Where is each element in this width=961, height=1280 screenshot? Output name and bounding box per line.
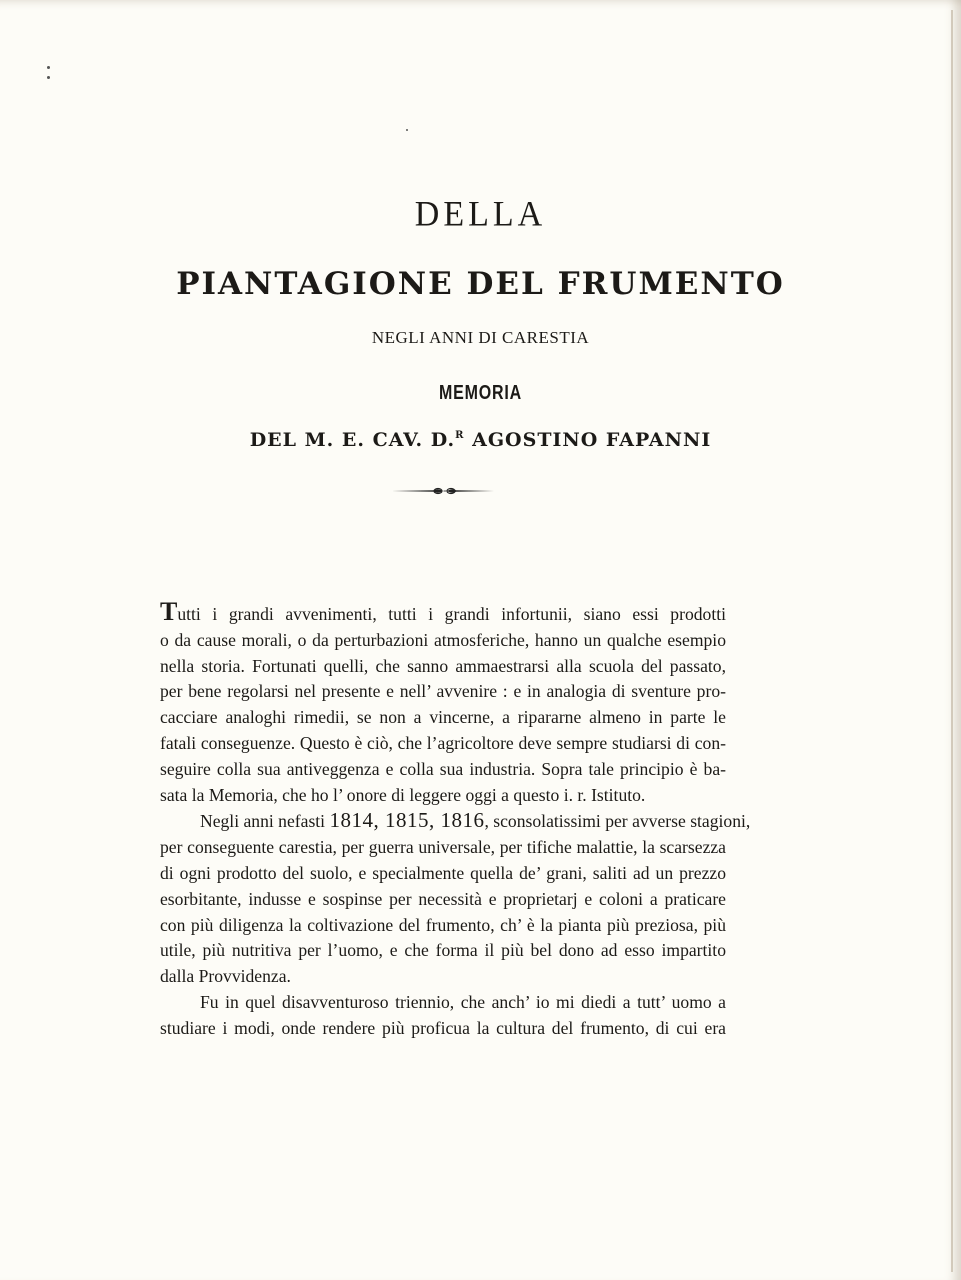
title-main: PIANTAGIONE DEL FRUMENTO	[176, 266, 785, 302]
text-line: con più diligenza la coltivazione del frumento, ch’ è la pianta più preziosa, più	[160, 914, 726, 935]
text-line: cacciare analoghi rimedii, se non a vincerne, a ripararne almeno in parte le	[160, 707, 726, 728]
text-line: sata la Memoria, che ho l’ onore di leggere oggi a questo i. r. Istituto.	[160, 784, 646, 805]
author-sup: R	[455, 430, 465, 441]
text-line: fatali conseguenze. Questo è ciò, che l’agricoltore deve sempre studiarsi di con-	[160, 732, 726, 753]
text-line: o da cause morali, o da perturbazioni atmosferiche, hanno un qualche esempio	[160, 629, 726, 650]
print-speck	[47, 76, 50, 79]
line-text: , sconsolatissimi per avverse stagioni,	[484, 811, 751, 832]
scroll-rule-ornament-icon	[390, 484, 496, 498]
line-text: utti i grandi avvenimenti, tutti i grandi infortunii, siano essi prodotti	[177, 604, 726, 624]
print-speck	[47, 66, 50, 69]
line-text: Negli anni nefasti	[200, 811, 330, 832]
author-name: AGOSTINO FAPANNI	[464, 429, 712, 451]
paragraph-1	[160, 597, 726, 808]
paragraph-3	[160, 990, 726, 1042]
author-prefix: DEL M. E. CAV. D.	[249, 429, 456, 451]
text-line: per bene regolarsi nel presente e nell’ avvenire : e in analogia di sventure pro-	[160, 681, 726, 702]
text-line: per conseguente carestia, per guerra universale, per tifiche malattie, la scarsezza	[160, 837, 726, 858]
text-line: seguire colla sua antiveggenza e colla sua industria. Sopra tale principio è ba-	[160, 758, 726, 779]
author-line	[0, 429, 961, 451]
text-line: studiare i modi, onde rendere più proficua la cultura del frumento, di cui era	[160, 1017, 726, 1038]
text-line: esorbitante, indusse e sospinse per necessità e proprietarj e coloni a praticare	[160, 888, 726, 909]
title-della: DELLA	[414, 195, 547, 234]
paragraph-2	[160, 808, 751, 990]
text-line: nella storia. Fortunati quelli, che sanno ammaestrarsi alla scuola del passato,	[160, 655, 726, 676]
title-memoria: MEMORIA	[439, 382, 522, 404]
print-speck	[406, 129, 408, 131]
title-block	[0, 195, 961, 451]
text-line	[160, 597, 726, 628]
text-line: Fu in quel disavventuroso triennio, che anch’ io mi diedi a tutt’ uomo a	[200, 991, 726, 1012]
text-line	[160, 808, 751, 835]
drop-cap: T	[160, 597, 178, 626]
years-text: 1814, 1815, 1816	[329, 808, 485, 833]
text-line: dalla Provvidenza.	[160, 966, 291, 987]
text-line: di ogni prodotto del suolo, e specialmente quella de’ grani, saliti ad un prezzo	[160, 862, 726, 883]
body-text	[160, 597, 751, 1042]
title-subtitle: NEGLI ANNI DI CARESTIA	[371, 328, 590, 347]
text-line: utile, più nutritiva per l’uomo, e che forma il più bel dono ad esso impartito	[160, 940, 726, 961]
